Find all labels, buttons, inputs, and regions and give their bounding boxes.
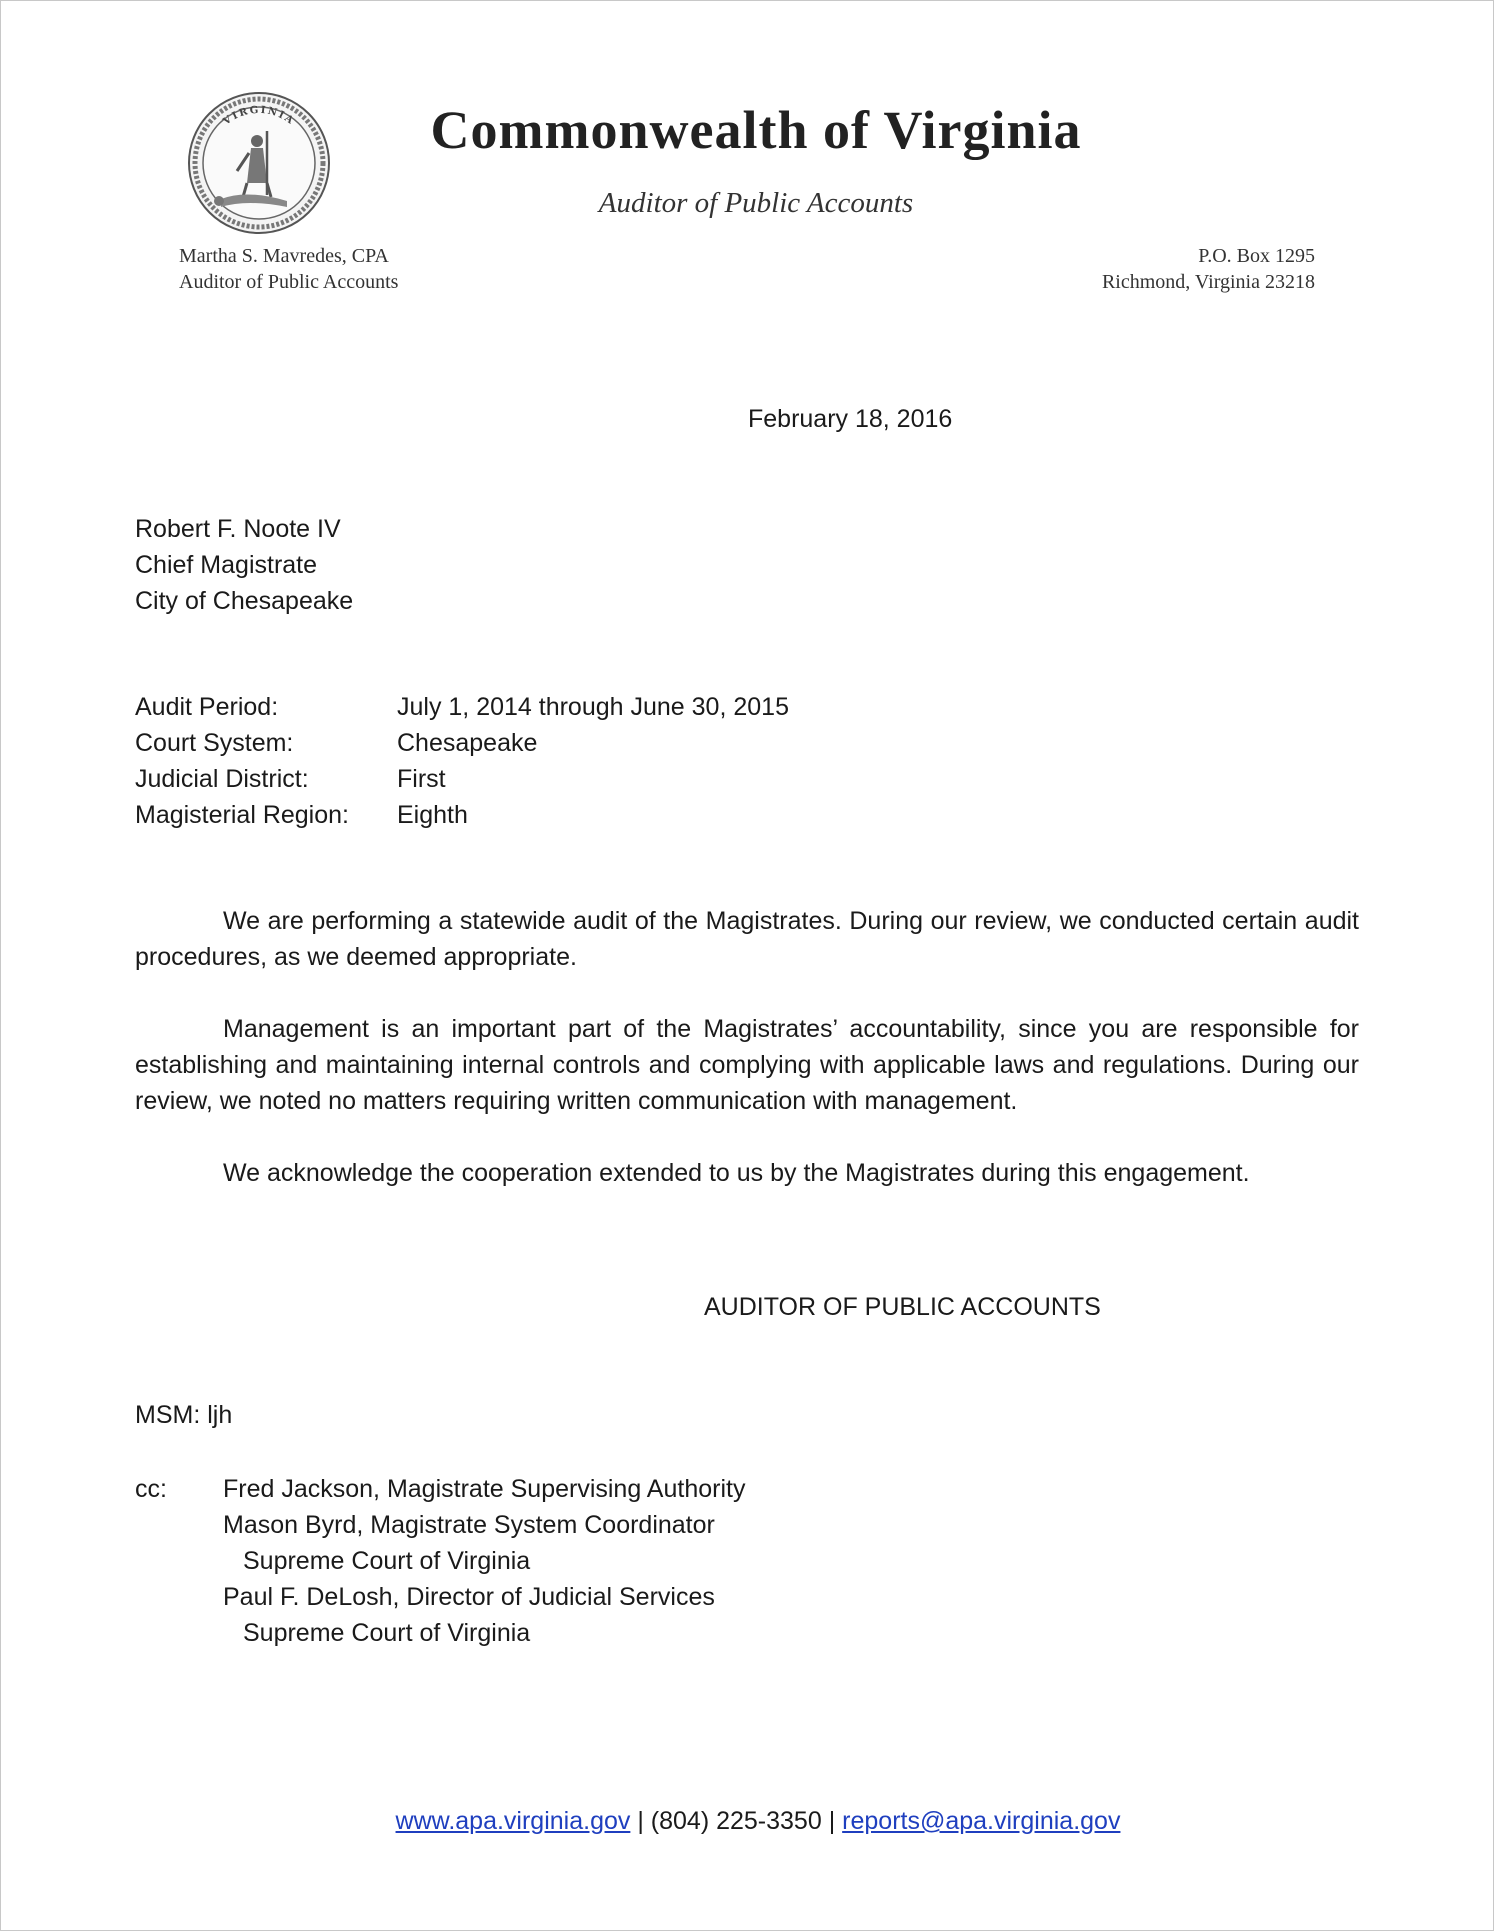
audit-info-row — [135, 725, 789, 761]
letter-date: February 18, 2016 — [748, 405, 953, 433]
mailing-address — [1102, 243, 1315, 295]
address-line-1: P.O. Box 1295 — [1198, 245, 1315, 267]
footer-contact — [1, 1807, 1494, 1836]
cc-organization: Supreme Court of Virginia — [243, 1547, 531, 1575]
audit-info-table — [135, 689, 789, 833]
recipient-name: Robert F. Noote IV — [135, 515, 341, 543]
letter-body — [135, 903, 1359, 1227]
recipient-block — [135, 511, 353, 619]
audit-info-value: First — [397, 765, 446, 793]
auditor-name: Martha S. Mavredes, CPA — [179, 245, 389, 267]
cc-organization: Supreme Court of Virginia — [243, 1619, 531, 1647]
cc-row — [135, 1471, 745, 1651]
audit-info-value: Eighth — [397, 801, 468, 829]
cc-recipient: Mason Byrd, Magistrate System Coordinator — [223, 1511, 715, 1539]
audit-info-row — [135, 761, 789, 797]
website-link[interactable]: www.apa.virginia.gov — [395, 1807, 631, 1835]
address-line-2: Richmond, Virginia 23218 — [1101, 271, 1315, 293]
audit-info-row — [135, 797, 789, 833]
body-paragraph: We are performing a statewide audit of the Magistrates. During our review, we conducted certain audit procedures, as we deemed appropriate. — [135, 907, 1359, 971]
audit-info-value: Chesapeake — [397, 729, 538, 757]
email-link[interactable]: reports@apa.virginia.gov — [842, 1807, 1121, 1835]
signature-line: AUDITOR OF PUBLIC ACCOUNTS — [704, 1293, 1101, 1321]
audit-info-label: Judicial District: — [135, 765, 309, 793]
audit-info-label: Court System: — [135, 729, 294, 757]
audit-info-row — [135, 689, 789, 725]
audit-info-label: Magisterial Region: — [135, 801, 349, 829]
audit-info-label: Audit Period: — [135, 693, 279, 721]
footer-separator: | — [828, 1807, 836, 1835]
body-paragraph: We acknowledge the cooperation extended to us by the Magistrates during this engagement. — [223, 1159, 1250, 1187]
cc-list — [223, 1471, 745, 1651]
letterhead-title: Commonwealth of Virginia — [430, 100, 1082, 160]
footer-phone: (804) 225-3350 — [650, 1807, 822, 1835]
letterhead-subtitle: Auditor of Public Accounts — [598, 187, 914, 219]
cc-recipient: Fred Jackson, Magistrate Supervising Authority — [223, 1475, 746, 1503]
body-paragraph: Management is an important part of the Magistrates’ accountability, since you are responsible for establishing and maintaining internal controls and complying with applicable laws and regulations. During our review, we noted no matters requiring written communication with management. — [135, 1015, 1359, 1115]
reference-initials: MSM: ljh — [135, 1401, 233, 1429]
cc-recipient: Paul F. DeLosh, Director of Judicial Services — [223, 1583, 715, 1611]
audit-info-value: July 1, 2014 through June 30, 2015 — [397, 693, 789, 721]
footer-separator: | — [637, 1807, 644, 1835]
recipient-title: Chief Magistrate — [135, 551, 318, 579]
auditor-block — [179, 243, 398, 295]
recipient-locality: City of Chesapeake — [135, 587, 354, 615]
cc-block — [135, 1471, 745, 1651]
svg-text:VIRGINIA: VIRGINIA — [221, 104, 297, 128]
auditor-title: Auditor of Public Accounts — [179, 271, 399, 293]
cc-label: cc: — [135, 1475, 167, 1503]
